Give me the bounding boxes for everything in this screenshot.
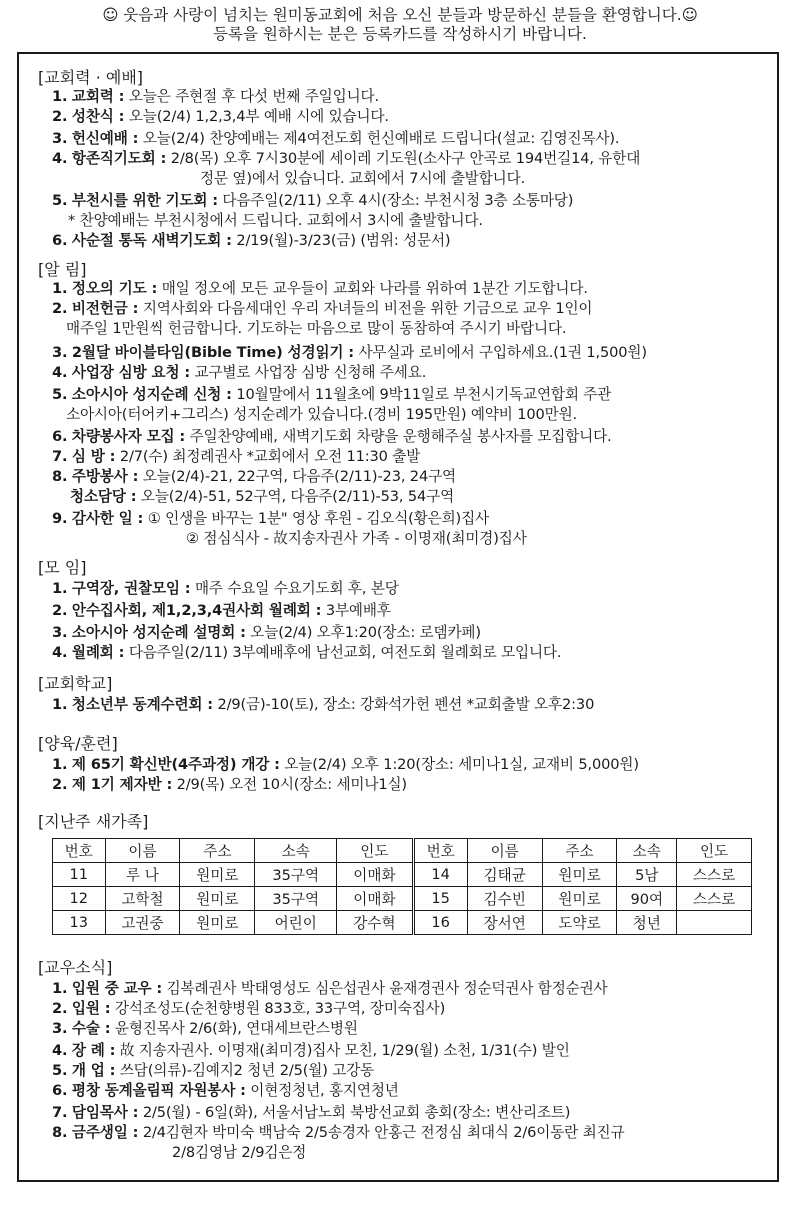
table-cell: 13 — [53, 911, 106, 935]
item-number: 7. — [52, 1104, 68, 1121]
item-heading: 청소년부 동계수련회 : — [71, 696, 213, 713]
table-cell: 11 — [53, 863, 106, 887]
calendar-item — [52, 232, 450, 250]
item-number: 3. — [52, 1020, 68, 1037]
welcome-line-1: ☺ 웃음과 사랑이 넘치는 원미동교회에 처음 오신 분들과 방문하신 분들을 환영합니다.☺ — [102, 6, 698, 24]
notice-item — [52, 468, 456, 486]
item-number: 3. — [52, 344, 68, 361]
table-cell — [677, 911, 752, 935]
item-text: 정문 옆)에서 있습니다. 교회에서 7시에 출발합니다. — [200, 170, 526, 187]
table-cell: 원미로 — [542, 863, 617, 887]
item-heading: 주방봉사 : — [71, 468, 139, 485]
item-text: 다음주일(2/11) 오후 4시(장소: 부천시청 3층 소통마당) — [217, 192, 574, 209]
table-header-cell: 주소 — [542, 839, 617, 863]
item-number: 4. — [52, 150, 68, 167]
table-cell: 김수빈 — [467, 887, 542, 911]
members-item — [52, 1062, 374, 1080]
item-number: 9. — [52, 510, 68, 527]
meeting-item — [52, 602, 391, 620]
item-text: 오늘(2/4)-21, 22구역, 다음주(2/11)-23, 24구역 — [138, 468, 456, 485]
item-heading: 수술 : — [71, 1020, 111, 1037]
item-number: 8. — [52, 1124, 68, 1141]
table-cell: 35구역 — [255, 887, 337, 911]
item-text: 2/19(월)-3/23(금) (범위: 성문서) — [231, 232, 451, 249]
item-number: 5. — [52, 386, 68, 403]
item-text: 김복례권사 박태영성도 심은섭권사 윤재경권사 정순덕권사 함정순권사 — [162, 980, 608, 997]
table-cell: 35구역 — [255, 863, 337, 887]
item-heading: 소아시아 성지순례 신청 : — [71, 386, 232, 403]
item-text: 오늘(2/4) 오후 1:20(장소: 세미나1실, 교재비 5,000원) — [279, 756, 639, 773]
table-cell: 5남 — [617, 863, 677, 887]
item-heading: 정오의 기도 : — [71, 280, 158, 297]
item-heading: 안수집사회, 제1,2,3,4권사회 월례회 : — [71, 602, 322, 619]
members-item — [52, 1124, 624, 1142]
item-heading: 평창 동계올림픽 자원봉사 : — [71, 1082, 246, 1099]
members-item — [52, 1104, 570, 1122]
item-text: 이현정청년, 홍지연청년 — [245, 1082, 399, 1099]
item-number: 3. — [52, 130, 68, 147]
item-heading: 제 65기 확신반(4주과정) 개강 : — [71, 756, 280, 773]
table-cell: 90여 — [617, 887, 677, 911]
item-text: 2/4김현자 박미숙 백남숙 2/5송경자 안홍근 전정심 최대식 2/6이동란 최진규 — [138, 1124, 625, 1141]
table-header-cell: 주소 — [180, 839, 255, 863]
item-number: 5. — [52, 192, 68, 209]
item-number: 1. — [52, 980, 68, 997]
item-text: 윤형진목사 2/6(화), 연대세브란스병원 — [110, 1020, 358, 1037]
table-cell: 원미로 — [180, 887, 255, 911]
table-header-cell: 인도 — [677, 839, 752, 863]
welcome-line-2: 등록을 원하시는 분은 등록카드를 작성하시기 바랍니다. — [213, 25, 587, 43]
item-text: 오늘(2/4) 찬양예배는 제4여전도회 헌신예배로 드립니다(설교: 김영진목사). — [138, 130, 620, 147]
notice-item — [52, 364, 426, 382]
table-cell: 14 — [413, 863, 467, 887]
table-cell: 고권중 — [105, 911, 180, 935]
item-text: 2/9(금)-10(토), 장소: 강화석가헌 펜션 *교회출발 오후2:30 — [212, 696, 595, 713]
school-item — [52, 696, 594, 714]
section-title-notice: [알 림] — [38, 260, 87, 279]
meeting-item — [52, 580, 399, 598]
item-text: 2/8(목) 오후 7시30분에 세이레 기도원(소사구 안곡로 194번길14, 유한대 — [166, 150, 641, 167]
table-cell: 김태균 — [467, 863, 542, 887]
section-title-training: [양육/훈련] — [38, 734, 118, 753]
item-heading: 부천시를 위한 기도회 : — [71, 192, 218, 209]
item-heading: 차량봉사자 모집 : — [71, 428, 186, 445]
members-item — [52, 980, 608, 998]
item-text: 지역사회와 다음세대인 우리 자녀들의 비전을 위한 기금으로 교우 1인이 — [138, 300, 593, 317]
table-cell: 이매화 — [337, 887, 413, 911]
calendar-item — [52, 130, 619, 148]
calendar-item — [68, 212, 483, 230]
item-number: 1. — [52, 88, 68, 105]
notice-item — [52, 386, 611, 404]
notice-item — [66, 320, 566, 338]
section-title-meeting: [모 임] — [38, 558, 87, 577]
calendar-item — [52, 88, 379, 106]
table-cell: 이매화 — [337, 863, 413, 887]
item-text: 교구별로 사업장 심방 신청해 주세요. — [190, 364, 427, 381]
item-heading: 항존직기도회 : — [71, 150, 167, 167]
item-number: 5. — [52, 1062, 68, 1079]
table-cell: 루 나 — [105, 863, 180, 887]
table-cell: 12 — [53, 887, 106, 911]
table-cell: 어린이 — [255, 911, 337, 935]
item-number: 6. — [52, 1082, 68, 1099]
table-header-cell: 인도 — [337, 839, 413, 863]
calendar-item — [52, 192, 573, 210]
table-header-cell: 소속 — [617, 839, 677, 863]
notice-item — [52, 448, 420, 466]
item-text: * 찬양예배는 부천시청에서 드립니다. 교회에서 3시에 출발합니다. — [68, 212, 483, 229]
members-item — [52, 1082, 399, 1100]
item-heading: 담임목사 : — [71, 1104, 139, 1121]
item-text: 다음주일(2/11) 3부예배후에 남선교회, 여전도회 월례회로 모입니다. — [124, 644, 562, 661]
table-cell: 15 — [413, 887, 467, 911]
table-cell: 도약로 — [542, 911, 617, 935]
item-number: 7. — [52, 448, 68, 465]
calendar-item — [200, 170, 525, 188]
item-text: ② 점심식사 - 故지송자권사 가족 - 이명재(최미경)집사 — [186, 530, 527, 547]
item-text: 2/7(수) 최정례권사 *교회에서 오전 11:30 출발 — [115, 448, 421, 465]
item-heading: 성찬식 : — [71, 108, 125, 125]
item-text: 2/5(월) - 6일(화), 서울서남노회 북방선교회 총회(장소: 변산리조트) — [138, 1104, 571, 1121]
item-number: 4. — [52, 364, 68, 381]
notice-item — [66, 406, 577, 424]
notice-item — [52, 428, 612, 446]
item-text: 2/8김영남 2/9김은정 — [172, 1144, 307, 1161]
table-row — [53, 887, 752, 911]
item-text: 강석조성도(순천향병원 833호, 33구역, 장미숙집사) — [110, 1000, 446, 1017]
item-heading: 심 방 : — [71, 448, 116, 465]
item-heading: 소아시아 성지순례 설명회 : — [71, 624, 246, 641]
table-cell: 원미로 — [542, 887, 617, 911]
table-cell: 청년 — [617, 911, 677, 935]
new-family-table — [52, 838, 752, 935]
item-number: 3. — [52, 624, 68, 641]
item-heading: 사순절 통독 새벽기도회 : — [71, 232, 232, 249]
item-text: 2/9(목) 오전 10시(장소: 세미나1실) — [172, 776, 407, 793]
table-row — [53, 911, 752, 935]
notice-item — [186, 530, 527, 548]
item-number: 1. — [52, 580, 68, 597]
notice-item — [52, 344, 647, 362]
item-text: 故 지송자권사. 이명재(최미경)집사 모친, 1/29(월) 소천, 1/31(수) 발인 — [115, 1042, 570, 1059]
item-heading: 감사한 일 : — [71, 510, 144, 527]
table-cell: 원미로 — [180, 911, 255, 935]
notice-item — [52, 280, 588, 298]
calendar-item — [52, 150, 640, 168]
item-heading: 비전헌금 : — [71, 300, 139, 317]
item-text: 10월말에서 11월초에 9박11일로 부천시기독교연합회 주관 — [231, 386, 612, 403]
item-heading: 구역장, 권찰모임 : — [71, 580, 191, 597]
item-heading: 금주생일 : — [71, 1124, 139, 1141]
notice-item — [52, 300, 592, 318]
item-number: 8. — [52, 468, 68, 485]
calendar-item — [52, 108, 389, 126]
section-title-calendar: [교회력 · 예배] — [38, 68, 144, 87]
item-number: 4. — [52, 1042, 68, 1059]
table-row — [53, 863, 752, 887]
item-number: 2. — [52, 1000, 68, 1017]
item-text: 사무실과 로비에서 구입하세요.(1권 1,500원) — [353, 344, 647, 361]
item-number: 6. — [52, 232, 68, 249]
item-text: ① 인생을 바꾸는 1분" 영상 후원 - 김오식(황은희)집사 — [143, 510, 490, 527]
item-text: 매주일 1만원씩 헌금합니다. 기도하는 마음으로 많이 동참하여 주시기 바랍니다. — [66, 320, 567, 337]
item-heading: 입원 : — [71, 1000, 111, 1017]
section-title-school: [교회학교] — [38, 674, 113, 693]
table-cell: 원미로 — [180, 863, 255, 887]
table-cell: 스스로 — [677, 863, 752, 887]
item-number: 2. — [52, 300, 68, 317]
item-heading: 청소담당 : — [70, 488, 137, 505]
item-text: 쓰담(의류)-김예지2 청년 2/5(월) 고강동 — [115, 1062, 375, 1079]
item-text: 매주 수요일 수요기도회 후, 본당 — [190, 580, 399, 597]
item-text: 오늘(2/4)-51, 52구역, 다음주(2/11)-53, 54구역 — [136, 488, 455, 505]
meeting-item — [52, 644, 561, 662]
welcome-header — [0, 6, 800, 44]
members-item — [172, 1144, 306, 1162]
item-number: 1. — [52, 756, 68, 773]
table-cell: 강수혁 — [337, 911, 413, 935]
item-heading: 2월달 바이블타임(Bible Time) 성경읽기 : — [71, 344, 354, 361]
item-text: 오늘(2/4) 오후1:20(장소: 로뎀카페) — [245, 624, 481, 641]
section-title-members: [교우소식] — [38, 958, 113, 977]
item-text: 소아시아(터어키+그리스) 성지순례가 있습니다.(경비 195만원) 예약비 100만원. — [66, 406, 578, 423]
table-header-cell: 번호 — [413, 839, 467, 863]
table-cell: 장서연 — [467, 911, 542, 935]
item-number: 2. — [52, 776, 68, 793]
members-item — [52, 1042, 570, 1060]
table-cell: 스스로 — [677, 887, 752, 911]
table-cell: 고학철 — [105, 887, 180, 911]
item-text: 주일찬양예배, 새벽기도회 차량을 운행해주실 봉사자를 모집합니다. — [185, 428, 612, 445]
section-title-family: [지난주 새가족] — [38, 812, 149, 831]
table-cell: 16 — [413, 911, 467, 935]
item-number: 1. — [52, 696, 68, 713]
table-header-cell: 번호 — [53, 839, 106, 863]
item-heading: 헌신예배 : — [71, 130, 139, 147]
item-text: 매일 정오에 모든 교우들이 교회와 나라를 위하여 1분간 기도합니다. — [157, 280, 588, 297]
item-heading: 교회력 : — [71, 88, 125, 105]
item-text: 오늘(2/4) 1,2,3,4부 예배 시에 있습니다. — [124, 108, 389, 125]
notice-item — [52, 510, 489, 528]
meeting-item — [52, 624, 481, 642]
item-heading: 월례회 : — [71, 644, 125, 661]
item-heading: 장 례 : — [71, 1042, 116, 1059]
members-item — [52, 1020, 358, 1038]
item-text: 오늘은 주현절 후 다섯 번째 주일입니다. — [124, 88, 379, 105]
item-heading: 사업장 심방 요청 : — [71, 364, 191, 381]
training-item — [52, 756, 639, 774]
item-text: 3부예배후 — [321, 602, 391, 619]
notice-item — [70, 488, 454, 506]
item-number: 4. — [52, 644, 68, 661]
table-header-cell: 이름 — [105, 839, 180, 863]
table-header-row — [53, 839, 752, 863]
item-number: 2. — [52, 602, 68, 619]
table-header-cell: 소속 — [255, 839, 337, 863]
table-header-cell: 이름 — [467, 839, 542, 863]
item-heading: 입원 중 교우 : — [71, 980, 163, 997]
item-number: 6. — [52, 428, 68, 445]
item-number: 2. — [52, 108, 68, 125]
members-item — [52, 1000, 445, 1018]
item-heading: 개 업 : — [71, 1062, 116, 1079]
item-number: 1. — [52, 280, 68, 297]
item-heading: 제 1기 제자반 : — [71, 776, 173, 793]
training-item — [52, 776, 407, 794]
